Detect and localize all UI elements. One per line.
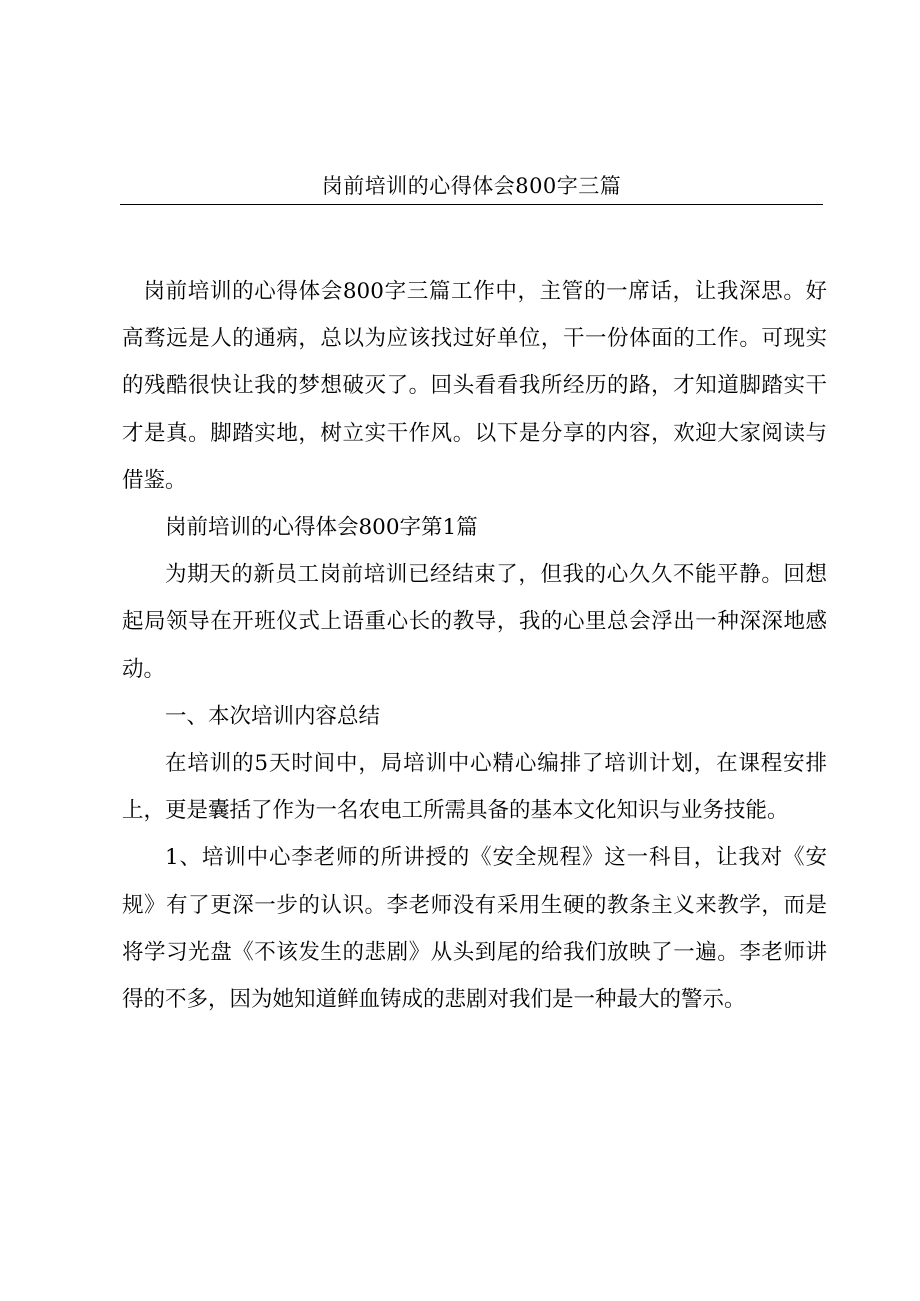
page-header: [120, 168, 823, 205]
section-heading: 岗前培训的心得体会800字第1篇: [165, 515, 478, 541]
document-body: [122, 268, 827, 1023]
header-title: 岗前培训的心得体会800字三篇: [321, 174, 622, 198]
intro-paragraph: 岗前培训的心得体会800字三篇工作中，主管的一席话，让我深思。好高骛远是人的通病，总以为应该找过好单位，干一份体面的工作。可现实的残酷很快让我的梦想破灭了。回头看看我所经历的路，才知道脚踏实干才是真。脚踏实地，树立实干作风。以下是分享的内容，欢迎大家阅读与借鉴。: [122, 279, 827, 493]
body-paragraph: 1、培训中心李老师的所讲授的《安全规程》这一科目，让我对《安规》有了更深一步的认识。李老师没有采用生硬的教条主义来教学，而是将学习光盘《不该发生的悲剧》从头到尾的给我们放映了一遍。李老师讲得的不多，因为她知道鲜血铸成的悲剧对我们是一种最大的警示。: [122, 845, 827, 1013]
body-paragraph: 在培训的5天时间中，局培训中心精心编排了培训计划，在课程安排上，更是囊括了作为一名农电工所需具备的基本文化知识与业务技能。: [122, 751, 827, 824]
body-paragraph: 为期天的新员工岗前培训已经结束了，但我的心久久不能平静。回想起局领导在开班仪式上语重心长的教导，我的心里总会浮出一种深深地感动。: [122, 562, 827, 682]
subsection-heading: 一、本次培训内容总结: [165, 703, 381, 729]
